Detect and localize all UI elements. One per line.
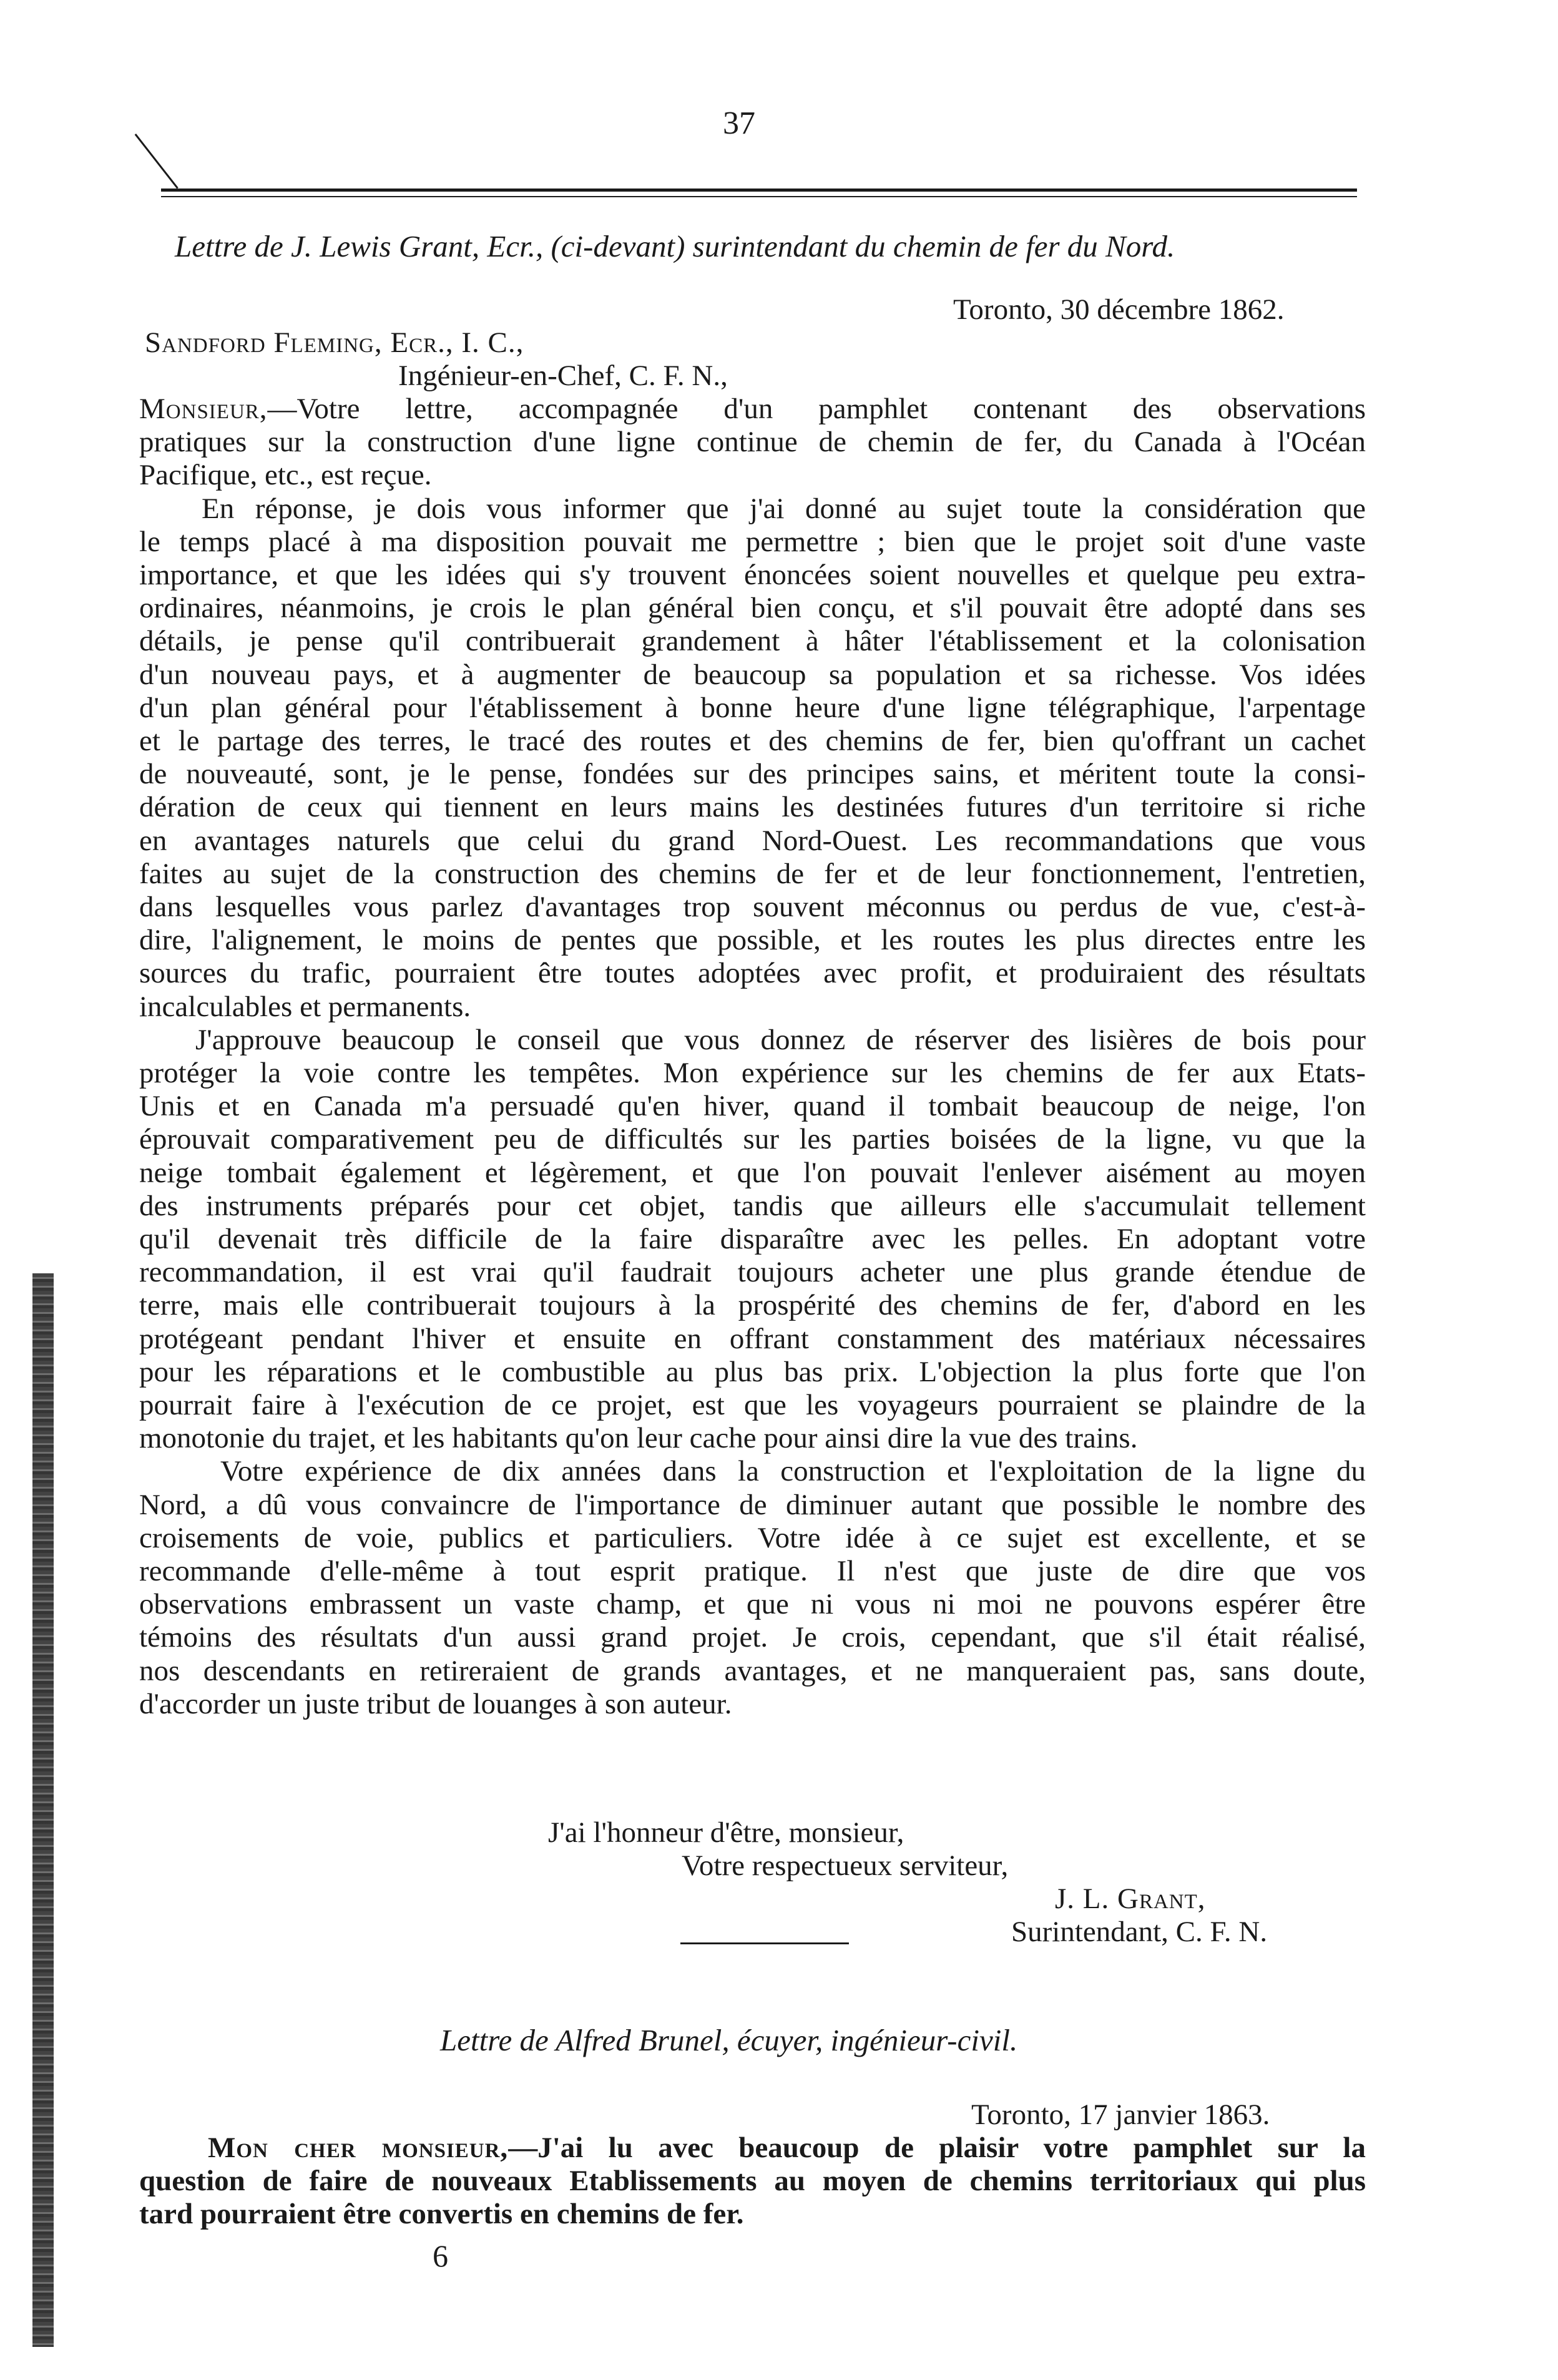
letter1-line: observations embrassent un vaste champ, et que ni vous ni moi ne pouvons espérer être	[139, 1588, 1366, 1621]
header-rule	[161, 189, 1357, 192]
letter1-place-date: Toronto, 30 décembre 1862.	[953, 293, 1285, 326]
letter1-line: qu'il devenait très difficile de la faire disparaître avec les pelles. En adoptant votre	[139, 1223, 1366, 1255]
letter1-heading: Lettre de J. Lewis Grant, Ecr., (ci-devant) surintendant du chemin de fer du Nord.	[175, 229, 1175, 263]
letter1-line: de nouveauté, sont, je le pense, fondées sur des principes sains, et méritent toute la consi-	[139, 758, 1366, 791]
letter1-line: recommande d'elle-même à tout esprit pratique. Il n'est que juste de dire que vos	[139, 1555, 1366, 1587]
letter1-line: protéger la voie contre les tempêtes. Mon expérience sur les chemins de fer aux Etats-	[139, 1057, 1366, 1089]
letter1-line: en avantages naturels que celui du grand Nord-Ouest. Les recommandations que vous	[139, 824, 1366, 857]
letter1-line: importance, et que les idées qui s'y trouvent énoncées soient nouvelles et quelque peu extra-	[139, 559, 1366, 591]
letter1-line: En réponse, je dois vous informer que j'ai donné au sujet toute la considération que	[202, 492, 1366, 525]
binding-edge	[32, 1273, 54, 2347]
letter1-line: d'accorder un juste tribut de louanges à son auteur.	[139, 1687, 732, 1720]
letter2-heading: Lettre de Alfred Brunel, écuyer, ingénieur-civil.	[440, 2023, 1018, 2057]
letter1-line: d'un nouveau pays, et à augmenter de beaucoup sa population et sa richesse. Vos idées	[139, 658, 1366, 691]
letter1-line: Unis et en Canada m'a persuadé qu'en hiver, quand il tombait beaucoup de neige, l'on	[139, 1090, 1366, 1123]
letter1-closing2: Votre respectueux serviteur,	[682, 1849, 1009, 1882]
letter2-place-date: Toronto, 17 janvier 1863.	[971, 2098, 1270, 2131]
letter1-line: Monsieur,—Votre lettre, accompagnée d'un pamphlet contenant des observations	[139, 393, 1366, 425]
letter1-line: faites au sujet de la construction des chemins de fer et de leur fonctionnement, l'entretien,	[139, 857, 1366, 890]
letter1-line: croisements de voie, publics et particuliers. Votre idée à ce sujet est excellente, et se	[139, 1521, 1366, 1554]
letter1-line: Pacifique, etc., est reçue.	[139, 459, 432, 492]
letter2-line: Mon cher monsieur,—J'ai lu avec beaucoup de plaisir votre pamphlet sur la	[208, 2132, 1366, 2164]
letter1-line: dire, l'alignement, le moins de pentes que possible, et les routes les plus directes entre les	[139, 924, 1366, 957]
letter1-line: des instruments préparés pour cet objet, tandis que ailleurs elle s'accumulait tellement	[139, 1189, 1366, 1222]
letter1-addressee-line1: Sandford Fleming, Ecr., I. C.,	[145, 326, 524, 359]
letter1-line: le temps placé à ma disposition pouvait me permettre ; bien que le projet soit d'une vaste	[139, 525, 1366, 558]
letter1-line: neige tombait également et légèrement, et que l'on pouvait l'enlever aisément au moyen	[139, 1156, 1366, 1189]
letter1-line: pratiques sur la construction d'une ligne continue de chemin de fer, du Canada à l'Océan	[139, 426, 1366, 459]
letter1-line: dans lesquelles vous parlez d'avantages trop souvent méconnus ou perdus de vue, c'est-à-	[139, 891, 1366, 923]
letter1-signature-title: Surintendant, C. F. N.	[1011, 1916, 1268, 1948]
letter1-line: détails, je pense qu'il contribuerait grandement à hâter l'établissement et la colonisation	[139, 625, 1366, 658]
letter1-line: incalculables et permanents.	[139, 990, 471, 1023]
letter1-line: pourrait faire à l'exécution de ce projet, est que les voyageurs pourraient se plaindre de la	[139, 1389, 1366, 1421]
letter1-line: J'approuve beaucoup le conseil que vous donnez de réserver des lisières de bois pour	[195, 1023, 1366, 1056]
letter1-line: ordinaires, néanmoins, je crois le plan général bien conçu, et s'il pouvait être adopté dans ses	[139, 592, 1366, 625]
letter1-line: et le partage des terres, le tracé des routes et des chemins de fer, bien qu'offrant un cachet	[139, 725, 1366, 757]
signature-mark: 6	[433, 2238, 448, 2273]
letter1-closing1: J'ai l'honneur d'être, monsieur,	[548, 1816, 904, 1849]
corner-mark	[135, 134, 179, 189]
letter1-line: Nord, a dû vous convaincre de l'importance de diminuer autant que possible le nombre des	[139, 1488, 1366, 1521]
letter2-line: tard pourraient être convertis en chemins de fer.	[139, 2198, 744, 2230]
letter1-line: recommandation, il est vrai qu'il faudrait toujours acheter une plus grande étendue de	[139, 1256, 1366, 1289]
page-number: 37	[723, 105, 755, 141]
letter1-line: monotonie du trajet, et les habitants qu'on leur cache pour ainsi dire la vue des trains.	[139, 1422, 1138, 1455]
letter1-line: témoins des résultats d'un aussi grand projet. Je crois, cependant, que s'il était réalisé,	[139, 1621, 1366, 1654]
letter1-line: dération de ceux qui tiennent en leurs mains les destinées futures d'un territoire si riche	[139, 791, 1366, 824]
header-rule-thin	[161, 196, 1357, 197]
section-separator	[680, 1942, 849, 1944]
letter1-line: éprouvait comparativement peu de difficultés sur les parties boisées de la ligne, vu que la	[139, 1123, 1366, 1156]
letter1-line: protégeant pendant l'hiver et ensuite en offrant constamment des matériaux nécessaires	[139, 1322, 1366, 1355]
letter1-line: Votre expérience de dix années dans la construction et l'exploitation de la ligne du	[220, 1455, 1366, 1488]
letter1-line: terre, mais elle contribuerait toujours à la prospérité des chemins de fer, d'abord en les	[139, 1289, 1366, 1322]
letter1-line: sources du trafic, pourraient être toutes adoptées avec profit, et produiraient des résultats	[139, 957, 1366, 990]
letter1-line: d'un plan général pour l'établissement à bonne heure d'une ligne télégraphique, l'arpentage	[139, 691, 1366, 724]
letter1-addressee-line2: Ingénieur-en-Chef, C. F. N.,	[398, 360, 728, 392]
letter2-line: question de faire de nouveaux Etablissements au moyen de chemins territoriaux qui plus	[139, 2165, 1366, 2197]
letter1-line: pour les réparations et le combustible au plus bas prix. L'objection la plus forte que l'on	[139, 1355, 1366, 1388]
letter1-line: nos descendants en retireraient de grands avantages, et ne manqueraient pas, sans doute,	[139, 1654, 1366, 1687]
letter1-signature-name: J. L. Grant,	[1055, 1883, 1206, 1915]
